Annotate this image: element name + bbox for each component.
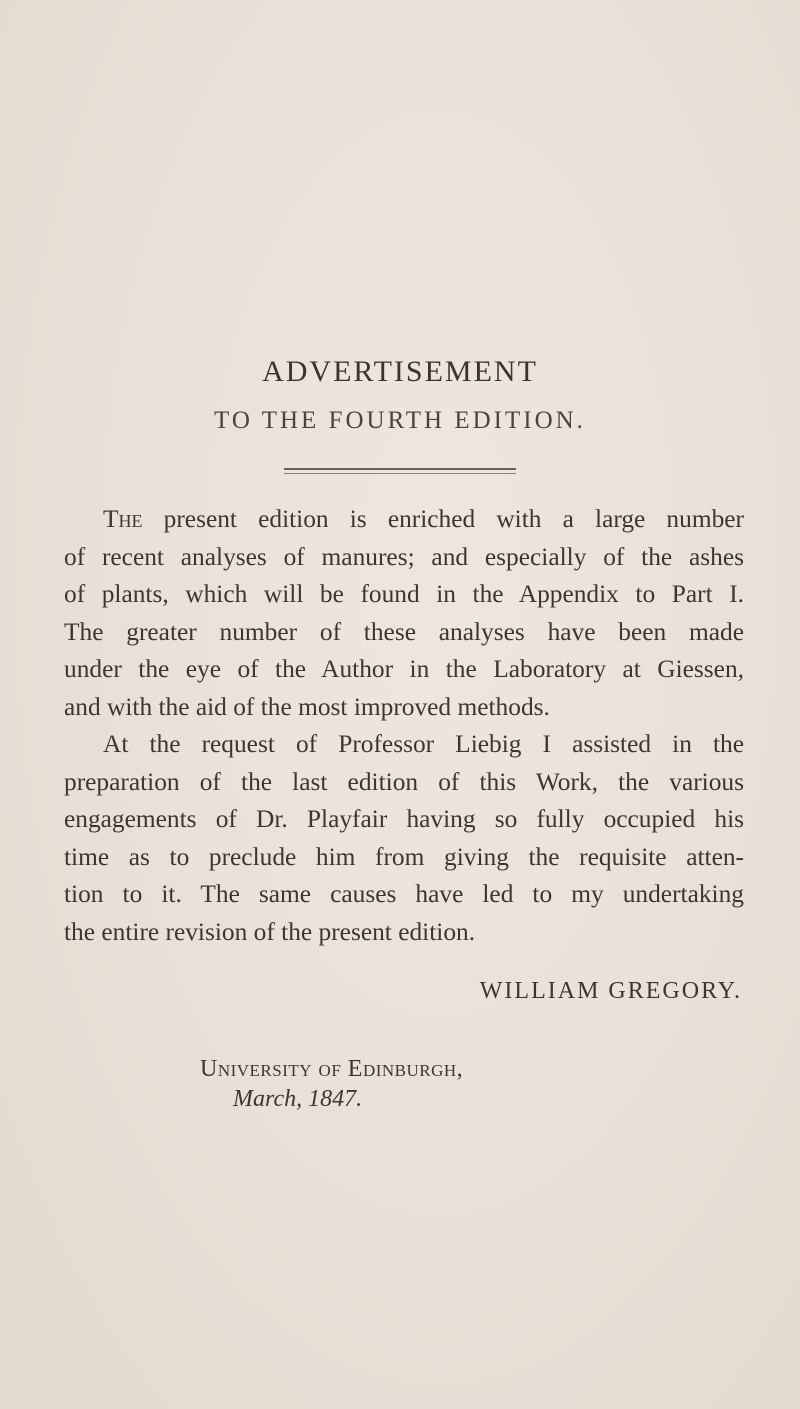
paragraph-1-line-6: and with the aid of the most improved methods. bbox=[64, 692, 550, 721]
paragraph-2-line-3: engagements of Dr. Playfair having so fully occupied his bbox=[64, 805, 744, 834]
drop-word: The bbox=[103, 505, 143, 533]
paragraph-1-line-1: The present edition is enriched with a large number bbox=[103, 505, 744, 533]
heading-fourth-edition: TO THE FOURTH EDITION. bbox=[214, 407, 586, 434]
heading-rule-thin bbox=[284, 473, 516, 474]
paragraph-2-line-4: time as to preclude him from giving the requisite atten- bbox=[64, 842, 744, 871]
paragraph-2-line-6: the entire revision of the present edition. bbox=[64, 918, 476, 946]
paragraph-2-line-5: tion to it. The same causes have led to my undertaking bbox=[64, 880, 744, 909]
place-line: University of Edinburgh, bbox=[200, 1056, 464, 1082]
paragraph-2-line-1: At the request of Professor Liebig I assisted in the bbox=[103, 730, 744, 759]
paragraph-1-line-4: The greater number of these analyses have been made bbox=[64, 617, 744, 646]
paragraph-1-line-5: under the eye of the Author in the Laboratory at Giessen, bbox=[64, 655, 744, 684]
paragraph-2-line-2: preparation of the last edition of this Work, the various bbox=[64, 767, 744, 796]
heading-rule bbox=[284, 468, 516, 470]
date-line: March, 1847. bbox=[233, 1086, 363, 1112]
signature: WILLIAM GREGORY. bbox=[479, 978, 742, 1004]
heading-advertisement: ADVERTISEMENT bbox=[262, 355, 538, 388]
paragraph-1-line-3: of plants, which will be found in the Appendix to Part I. bbox=[64, 580, 744, 609]
paragraph-1-line-2: of recent analyses of manures; and especially of the ashes bbox=[64, 542, 744, 571]
